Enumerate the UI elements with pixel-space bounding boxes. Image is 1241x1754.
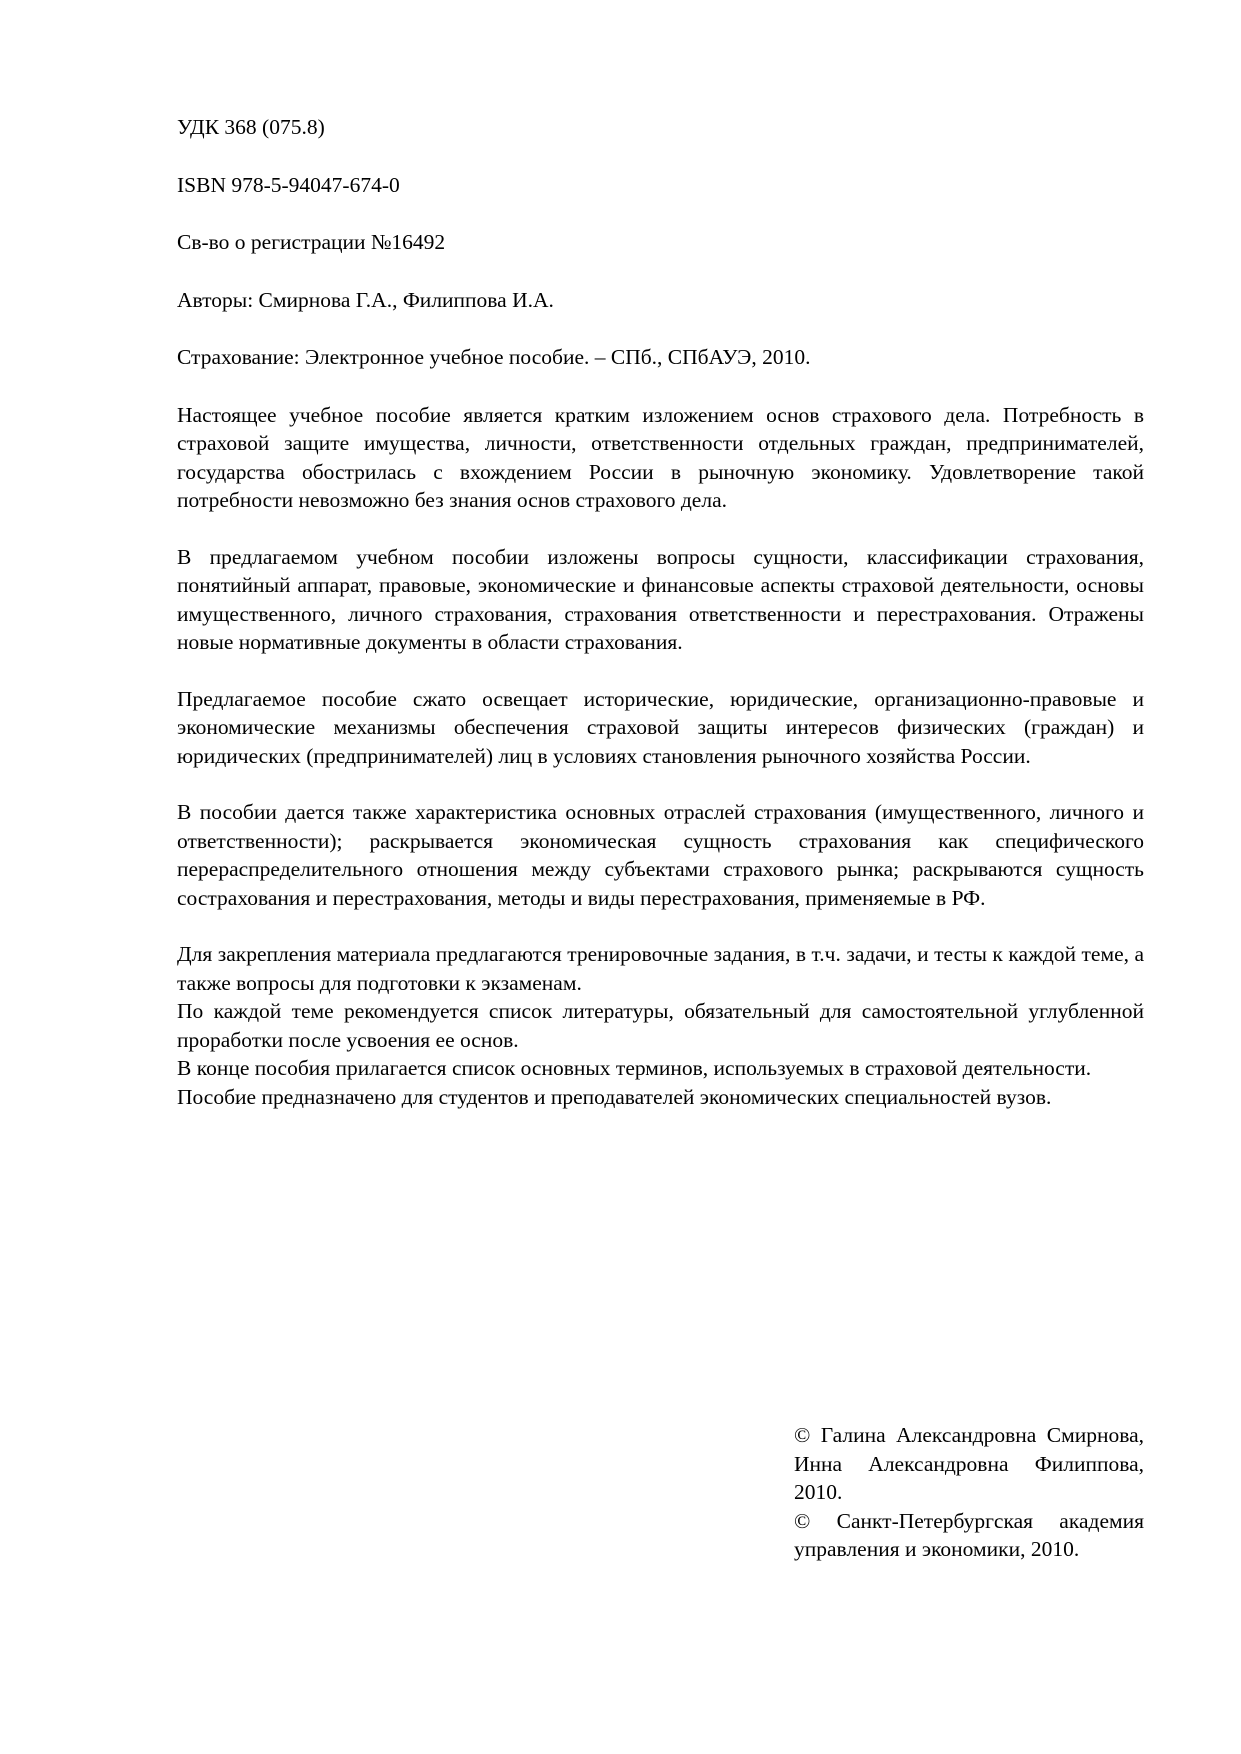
authors-line: Авторы: Смирнова Г.А., Филиппова И.А. [177,287,554,312]
isbn-line: ISBN 978-5-94047-674-0 [177,172,400,197]
paragraph-literature: По каждой теме рекомендуется список литературы, обязательный для самостоятельной углубленной проработки после усвоения ее основ. [177,999,1144,1052]
paragraph-contents: В предлагаемом учебном пособии изложены вопросы сущности, классификации страхования, понятийный аппарат, правовые, экономические и финансовые аспекты страховой деятельности, основы имущественного, личного страхования, страхования ответственности и перестрахования. Отражены новые нормативные документы в области страхования. [177,544,1144,654]
citation-line: Страхование: Электронное учебное пособие. – СПб., СПбАУЭ, 2010. [177,345,811,369]
paragraph-audience: Пособие предназначено для студентов и преподавателей экономических специальностей вузов. [177,1084,1052,1109]
udk-line: УДК 368 (075.8) [177,115,325,139]
registration-line: Св-во о регистрации №16492 [177,230,446,254]
copyright-authors: © Галина Александровна Смирнова, Инна Александровна Филиппова, 2010. [794,1423,1144,1504]
paragraph-glossary: В конце пособия прилагается список основных терминов, используемых в страховой деятельности. [177,1056,1092,1080]
paragraph-branches: В пособии дается также характеристика основных отраслей страхования (имущественного, личного и ответственности); раскрывается экономическая сущность страхования как специфического перераспределительного отношения между субъектами страхового рынка; раскрываются сущность сострахования и перестрахования, методы и виды перестрахования, применяемые в РФ. [177,800,1144,910]
paragraph-exercises: Для закрепления материала предлагаются тренировочные задания, в т.ч. задачи, и тесты к каждой теме, а также вопросы для подготовки к экзаменам. [177,942,1144,995]
copyright-academy: © Санкт-Петербургская академия управления и экономики, 2010. [794,1508,1144,1561]
paragraph-introduction: Настоящее учебное пособие является кратким изложением основ страхового дела. Потребность в страховой защите имущества, личности, ответственности отдельных граждан, предпринимателей, государства обострилась с вхождением России в рыночную экономику. Удовлетворение такой потребности невозможно без знания основ страхового дела. [177,402,1144,512]
copyright-block [794,1421,1144,1564]
paragraph-mechanisms: Предлагаемое пособие сжато освещает исторические, юридические, организационно-правовые и экономические механизмы обеспечения страховой защиты интересов физических (граждан) и юридических (предпринимателей) лиц в условиях становления рыночного хозяйства России. [177,686,1144,768]
document-body [177,113,1144,1111]
